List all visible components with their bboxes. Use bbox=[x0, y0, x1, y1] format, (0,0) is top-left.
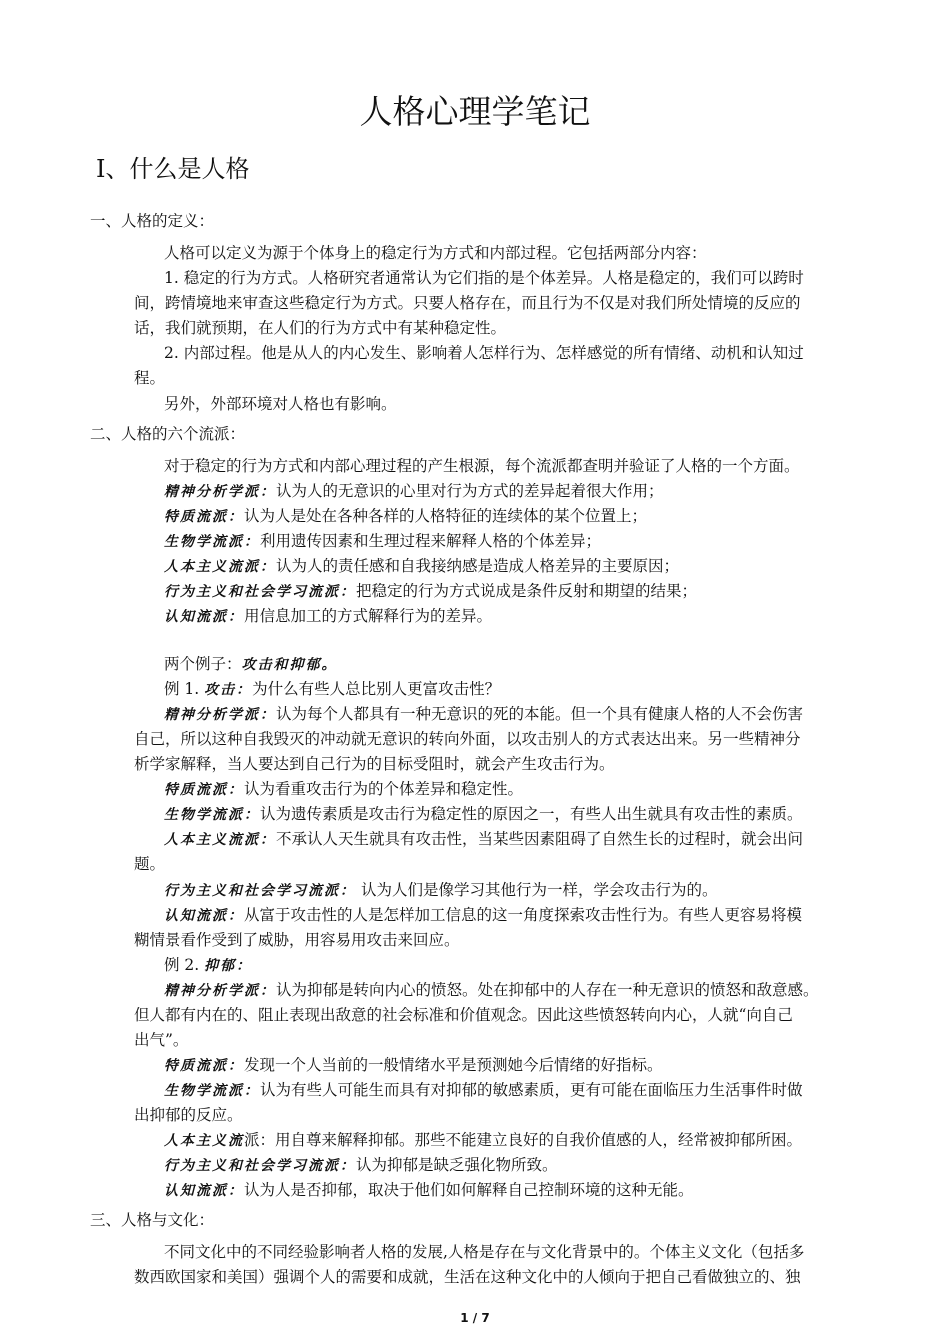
school-line bbox=[164, 702, 852, 727]
school-name: 人本主义流派： bbox=[164, 559, 276, 575]
school-line bbox=[164, 1178, 852, 1203]
school-desc: 认为抑郁是缺乏强化物所致。 bbox=[356, 1156, 558, 1174]
paragraph-line: 出气”。 bbox=[134, 1031, 189, 1049]
school-line bbox=[164, 1153, 852, 1178]
school-desc: 用自尊来解释抑郁。那些不能建立良好的自我价值感的人，经常被抑郁所困。 bbox=[275, 1131, 803, 1149]
school-line bbox=[164, 479, 852, 504]
school-name: 精神分析学派： bbox=[164, 484, 276, 500]
school-desc: 用信息加工的方式解释行为的差异。 bbox=[244, 607, 493, 625]
examples-intro bbox=[164, 652, 852, 677]
paragraph-line: 出抑郁的反应。 bbox=[134, 1106, 243, 1124]
school-line bbox=[164, 604, 852, 629]
school-line bbox=[164, 827, 852, 852]
school-name: 精神分析学派： bbox=[164, 983, 276, 999]
paragraph-line: 对于稳定的行为方式和内部心理过程的产生根源，每个流派都查明并验证了人格的一个方面。 bbox=[164, 457, 800, 475]
school-desc: 认为有些人可能生而具有对抑郁的敏感素质，更有可能在面临压力生活事件时做 bbox=[260, 1081, 803, 1099]
example-topic: 抑郁： bbox=[204, 958, 253, 974]
school-line bbox=[164, 777, 852, 802]
document-title: 人格心理学笔记 bbox=[359, 92, 591, 131]
paragraph-line: 程。 bbox=[134, 369, 166, 387]
paragraph-line: 自己，所以这种自我毁灭的冲动就无意识的转向外面，以攻击别人的方式表达出来。另一些精神分 bbox=[134, 730, 801, 748]
school-name: 生物学流派： bbox=[164, 534, 260, 550]
school-name: 认知流派： bbox=[164, 908, 244, 924]
example-topic: 攻击： bbox=[204, 682, 253, 698]
school-desc: 认为人们是像学习其他行为一样，学会攻击行为的。 bbox=[360, 881, 718, 899]
example-question: 为什么有些人总比别人更富攻击性？ bbox=[252, 680, 501, 698]
paragraph-line: 不同文化中的不同经验影响者人格的发展,人格是存在与文化背景中的。个体主义文化（包括多 bbox=[164, 1243, 805, 1261]
paragraph-line: 数西欧国家和美国）强调个人的需要和成就，生活在这种文化中的人倾向于把自己看做独立的、独 bbox=[134, 1268, 801, 1286]
paragraph-line: 人格可以定义为源于个体身上的稳定行为方式和内部过程。它包括两部分内容： bbox=[164, 244, 707, 262]
school-name: 特质流派： bbox=[164, 1058, 244, 1074]
school-desc: 不承认人天生就具有攻击性，当某些因素阻碍了自然生长的过程时，就会出问 bbox=[276, 830, 804, 848]
section-heading: 二、人格的六个流派： bbox=[90, 425, 246, 443]
school-desc: 利用遗传因素和生理过程来解释人格的个体差异； bbox=[260, 532, 602, 550]
school-name: 人本主义流派： bbox=[164, 832, 276, 848]
school-line bbox=[164, 878, 852, 903]
paragraph-line: 2. 内部过程。他是从人的内心发生、影响着人怎样行为、怎样感觉的所有情绪、动机和认知过 bbox=[164, 344, 804, 362]
school-name: 行为主义和社会学习流派： bbox=[164, 584, 356, 600]
school-name-tail: 派： bbox=[244, 1131, 276, 1149]
paragraph-line: 题。 bbox=[134, 855, 166, 873]
school-line bbox=[164, 978, 852, 1003]
paragraph-line: 间，跨情境地来审查这些稳定行为方式。只要人格存在，而且行为不仅是对我们所处情境的反应的 bbox=[134, 294, 801, 312]
school-line bbox=[164, 529, 852, 554]
school-desc: 认为每个人都具有一种无意识的死的本能。但一个具有健康人格的人不会伤害 bbox=[276, 705, 804, 723]
paragraph-line: 析学家解释，当人要达到自己行为的目标受阻时，就会产生攻击行为。 bbox=[134, 755, 615, 773]
section-heading: 一、人格的定义： bbox=[90, 212, 215, 230]
school-line bbox=[164, 903, 852, 928]
school-line bbox=[164, 1078, 852, 1103]
paragraph-line: 话，我们就预期，在人们的行为方式中有某种稳定性。 bbox=[134, 319, 507, 337]
school-desc: 认为人的无意识的心里对行为方式的差异起着很大作用； bbox=[276, 482, 664, 500]
example-heading bbox=[164, 677, 852, 702]
section-heading: 三、人格与文化： bbox=[90, 1211, 215, 1229]
paragraph-line: 另外，外部环境对人格也有影响。 bbox=[164, 395, 397, 413]
page-number: 1 / 7 bbox=[460, 1311, 490, 1325]
school-line bbox=[164, 802, 852, 827]
chapter-heading: Ⅰ、什么是人格 bbox=[96, 155, 250, 183]
school-desc: 认为遗传素质是攻击行为稳定性的原因之一，有些人出生就具有攻击性的素质。 bbox=[260, 805, 803, 823]
school-desc: 认为人是处在各种各样的人格特征的连续体的某个位置上； bbox=[244, 507, 648, 525]
paragraph-line: 1. 稳定的行为方式。人格研究者通常认为它们指的是个体差异。人格是稳定的，我们可以跨时 bbox=[164, 269, 804, 287]
examples-intro-text: 两个例子： bbox=[164, 655, 242, 673]
example-label: 例 2. bbox=[164, 956, 200, 974]
school-line bbox=[164, 1128, 852, 1153]
school-line bbox=[164, 579, 852, 604]
school-line bbox=[164, 1053, 852, 1078]
school-desc: 认为看重攻击行为的个体差异和稳定性。 bbox=[244, 780, 524, 798]
school-name: 生物学流派： bbox=[164, 807, 260, 823]
examples-topics: 攻击和抑郁。 bbox=[241, 657, 338, 673]
paragraph-line: 但人都有内在的、阻止表现出敌意的社会标准和价值观念。因此这些愤怒转向内心，人就“向自己 bbox=[134, 1006, 793, 1024]
school-line bbox=[164, 504, 852, 529]
school-name: 精神分析学派： bbox=[164, 707, 276, 723]
school-line bbox=[164, 554, 852, 579]
school-name: 特质流派： bbox=[164, 509, 244, 525]
school-desc: 从富于攻击性的人是怎样加工信息的这一角度探索攻击性行为。有些人更容易将模 bbox=[244, 906, 803, 924]
school-desc: 把稳定的行为方式说成是条件反射和期望的结果； bbox=[356, 582, 698, 600]
school-name: 认知流派： bbox=[164, 1183, 244, 1199]
school-name: 人本主义流 bbox=[164, 1133, 244, 1149]
school-name: 行为主义和社会学习流派： bbox=[164, 1158, 356, 1174]
example-label: 例 1. bbox=[164, 680, 200, 698]
school-name: 认知流派： bbox=[164, 609, 244, 625]
example-heading bbox=[164, 953, 852, 978]
school-name: 生物学流派： bbox=[164, 1083, 260, 1099]
school-desc: 认为人是否抑郁，取决于他们如何解释自己控制环境的这种无能。 bbox=[244, 1181, 694, 1199]
school-name: 行为主义和社会学习流派： bbox=[164, 883, 356, 899]
paragraph-line: 糊情景看作受到了威胁，用容易用攻击来回应。 bbox=[134, 931, 460, 949]
school-desc: 认为人的责任感和自我接纳感是造成人格差异的主要原因； bbox=[276, 557, 680, 575]
school-desc: 认为抑郁是转向内心的愤怒。处在抑郁中的人存在一种无意识的愤怒和敌意感。 bbox=[276, 981, 819, 999]
school-name: 特质流派： bbox=[164, 782, 244, 798]
school-desc: 发现一个人当前的一般情绪水平是预测她今后情绪的好指标。 bbox=[244, 1056, 663, 1074]
